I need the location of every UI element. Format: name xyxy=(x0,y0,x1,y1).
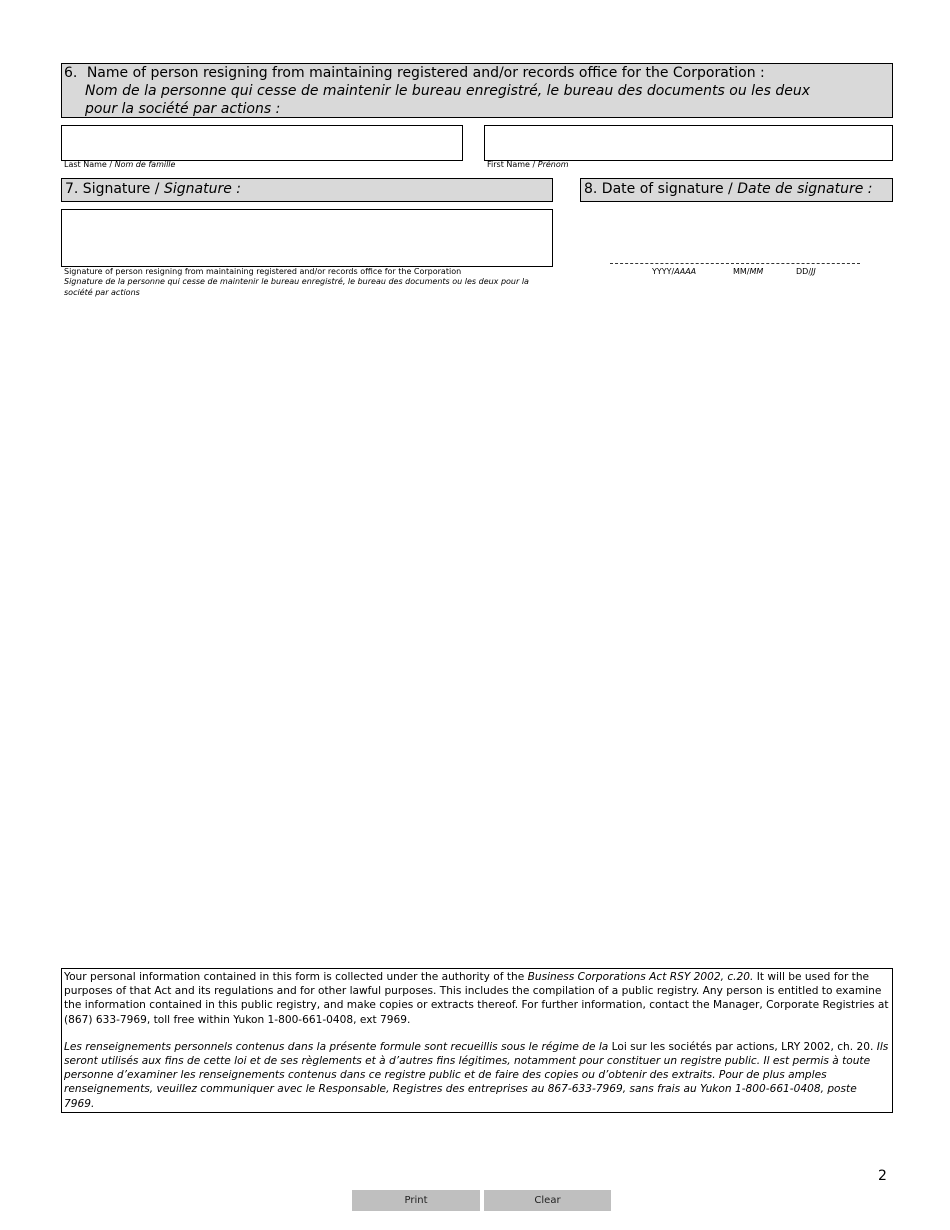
date-month-caption: MM/MM xyxy=(733,267,764,276)
section-6-title-fr-2: pour la société par actions : xyxy=(85,101,281,117)
section-8-label-fr: Date de signature : xyxy=(737,181,873,197)
section-6-title-fr-1: Nom de la personne qui cesse de maintenir le bureau enregistré, le bureau des documents ou les deux xyxy=(85,83,811,99)
date-day-caption: DD/JJ xyxy=(796,267,816,276)
section-7-label-en: 7. Signature / xyxy=(65,181,164,197)
privacy-notice xyxy=(61,968,893,1113)
first-name-field[interactable] xyxy=(484,125,893,161)
signature-caption-fr-1: Signature de la personne qui cesse de maintenir le bureau enregistré, le bureau des documents ou les deux pour la xyxy=(64,277,529,286)
last-name-field[interactable] xyxy=(61,125,463,161)
page-number: 2 xyxy=(878,1168,887,1184)
signature-caption-fr-2: société par actions xyxy=(64,288,140,297)
clear-button[interactable]: Clear xyxy=(484,1190,611,1211)
section-8-header xyxy=(580,178,893,202)
date-field[interactable] xyxy=(610,258,860,264)
first-name-label: First Name / Prénom xyxy=(487,160,569,169)
privacy-notice-en: Your personal information contained in this form is collected under the authority of the Business Corporations Act RSY 2002, c.20. It will be used for the purposes of that Act and its regulations and for other lawful purposes. This includes the compilation of a public registry. Any person is entitled to examine the information contained in this public registry, and make copies or extracts thereof. For further information, contact the Manager, Corporate Registries at (867) 633-7969, toll free within Yukon 1-800-661-0408, ext 7969. xyxy=(64,971,889,1026)
privacy-notice-fr: Les renseignements personnels contenus dans la présente formule sont recueillis sous le régime de la Loi sur les sociétés par actions, LRY 2002, ch. 20. Ils seront utilisés aux fins de cette loi et de ses règlements et à d’autres fins légitimes, notamment pour constituer un registre public. Il est permis à toute personne d’examiner les renseignements contenus dans ce registre public et de faire des copies ou d’obtenir des extraits. Pour de plus amples renseignements, veuillez communiquer avec le Responsable, Registres des entreprises au 867-633-7969, sans frais au Yukon 1-800-661-0408, poste 7969. xyxy=(64,1040,889,1110)
section-7-header xyxy=(61,178,553,202)
print-button[interactable]: Print xyxy=(352,1190,480,1211)
signature-field[interactable] xyxy=(61,209,553,267)
date-year-caption: YYYY/AAAA xyxy=(652,267,697,276)
section-8-label-en: 8. Date of signature / xyxy=(584,181,738,197)
section-6-number: 6. xyxy=(64,65,78,81)
signature-caption-en: Signature of person resigning from maintaining registered and/or records office for the Corporation xyxy=(64,267,462,276)
section-6-header xyxy=(61,63,893,118)
section-6-title-en: Name of person resigning from maintaining registered and/or records office for the Corporation : xyxy=(86,65,765,81)
last-name-label: Last Name / Nom de famille xyxy=(64,160,176,169)
section-7-label-fr: Signature : xyxy=(163,181,241,197)
